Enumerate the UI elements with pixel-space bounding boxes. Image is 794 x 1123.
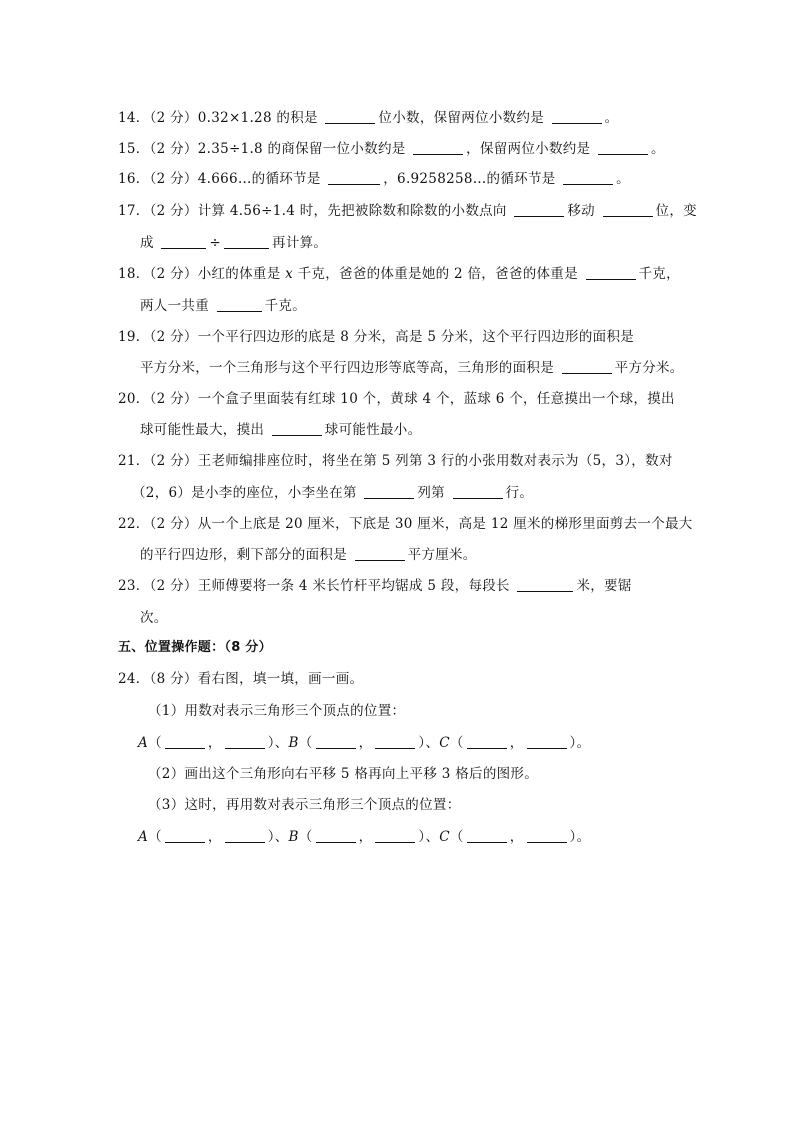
question-14 (118, 106, 618, 126)
paren-close: ）、 (267, 829, 289, 845)
c-x-blank-2[interactable] (467, 828, 507, 843)
q23-text-2: 米，要锯 (576, 578, 632, 594)
q20-text: 20．（2 分）一个盒子里面装有红球 10 个，黄球 4 个，蓝球 6 个，任意摸出一个球，摸出 (118, 391, 675, 407)
q21-text: 21．（2 分）王老师编排座位时，将坐在第 5 列第 3 行的小张用数对表示为（5，3），数对 (118, 453, 673, 469)
comma: ， (509, 829, 524, 845)
paren-close: ）、 (418, 829, 440, 845)
question-23 (118, 574, 632, 594)
q16-text-3: 。 (616, 171, 630, 187)
q17-text-4: 成 (140, 235, 154, 251)
a-y-blank[interactable] (225, 734, 265, 749)
question-18-cont (140, 294, 306, 314)
question-20-cont (140, 418, 421, 438)
question-22-cont (140, 543, 477, 563)
paren-close-end: ）。 (569, 829, 591, 845)
q15-text: 15．（2 分）2.35÷1.8 的商保留一位小数约是 (118, 141, 406, 157)
q21-text-2: （2，6）是小李的座位，小李坐在第 (132, 485, 357, 501)
q24-part-2: （2）画出这个三角形向右平移 5 格再向上平移 3 格后的图形。 (148, 766, 539, 782)
question-22 (118, 512, 693, 532)
q20-blank-1[interactable] (272, 421, 322, 436)
q17-text-2: 移动 (567, 203, 595, 219)
paren-open: （ (298, 829, 313, 845)
q15-text-3: 。 (650, 141, 665, 157)
q14-blank-1[interactable] (325, 109, 375, 124)
b-y-blank[interactable] (375, 734, 415, 749)
q17-blank-1[interactable] (514, 202, 564, 217)
q17-text: 17．（2 分）计算 4.56÷1.4 时，先把被除数和除数的小数点向 (118, 203, 507, 219)
q17-text-3: 位，变 (655, 203, 697, 219)
q17-blank-2[interactable] (603, 202, 653, 217)
paren-open: （ (148, 829, 162, 845)
q18-variable-x: x (285, 266, 294, 282)
q15-text-2: ，保留两位小数约是 (466, 141, 591, 157)
q19-text: 19．（2 分）一个平行四边形的底是 8 分米，高是 5 分米，这个平行四边形的面积是 (118, 329, 635, 345)
question-17 (118, 199, 697, 219)
paren-close: ）、 (267, 735, 289, 751)
paren-open: （ (449, 829, 464, 845)
q16-text-2: ，6.9258258…的循环节是 (383, 171, 556, 187)
vertex-b-label: B (288, 829, 299, 845)
b-y-blank-2[interactable] (375, 828, 415, 843)
q16-blank-2[interactable] (563, 170, 613, 185)
section-heading: 五、位置操作题：（8 分） (118, 640, 272, 655)
c-x-blank[interactable] (467, 734, 507, 749)
a-x-blank-2[interactable] (165, 828, 205, 843)
question-20 (118, 387, 675, 407)
question-23-cont (140, 606, 168, 626)
comma: ， (509, 735, 524, 751)
q19-text-3: 平方分米。 (614, 360, 684, 376)
paren-open: （ (148, 735, 162, 751)
q17-divide-sign: ÷ (209, 235, 222, 251)
question-18 (118, 262, 680, 282)
q19-blank-1[interactable] (562, 359, 612, 374)
question-19 (118, 325, 634, 345)
comma: ， (358, 829, 373, 845)
q24-part-3: （3）这时，再用数对表示三角形三个顶点的位置： (148, 797, 461, 813)
q23-text: 23．（2 分）王师傅要将一条 4 米长竹杆平均锯成 5 段，每段长 (118, 578, 510, 594)
q22-blank-1[interactable] (355, 546, 405, 561)
q17-blank-4[interactable] (224, 234, 269, 249)
vertex-a-label: A (138, 829, 149, 845)
q24-pairs-row-1 (138, 731, 590, 751)
q23-blank-1[interactable] (517, 577, 573, 592)
q14-text: 14．（2 分）0.32×1.28 的积是 (118, 110, 318, 126)
q18-blank-2[interactable] (217, 297, 262, 312)
vertex-c-label: C (439, 829, 450, 845)
q18-text-3: 千克， (638, 266, 680, 282)
q19-text-2: 平方分米，一个三角形与这个平行四边形等底等高，三角形的面积是 (140, 360, 554, 376)
comma: ， (358, 735, 373, 751)
vertex-c-label: C (439, 735, 450, 751)
a-y-blank-2[interactable] (225, 828, 265, 843)
q18-blank-1[interactable] (586, 265, 636, 280)
q18-text-5: 千克。 (264, 298, 306, 314)
q14-text-2: 位小数，保留两位小数约是 (378, 110, 545, 126)
q22-text-3: 平方厘米。 (407, 547, 477, 563)
q15-blank-2[interactable] (598, 140, 648, 155)
q18-text-2: 千克，爸爸的体重是她的 2 倍，爸爸的体重是 (297, 266, 578, 282)
q21-text-4: 行。 (505, 485, 534, 501)
q21-text-3: 列第 (417, 485, 445, 501)
question-17-cont (140, 231, 327, 251)
c-y-blank[interactable] (527, 734, 567, 749)
question-15 (118, 137, 665, 157)
q16-blank-1[interactable] (328, 170, 380, 185)
question-19-cont (140, 356, 684, 376)
q24-pairs-row-2 (138, 825, 590, 845)
question-21-cont (132, 481, 533, 501)
b-x-blank-2[interactable] (316, 828, 356, 843)
q14-blank-2[interactable] (552, 109, 602, 124)
paren-close: ）、 (418, 735, 440, 751)
q20-text-2: 球可能性最大，摸出 (140, 422, 265, 438)
vertex-a-label: A (138, 735, 149, 751)
q21-blank-2[interactable] (453, 484, 503, 499)
a-x-blank[interactable] (165, 734, 205, 749)
vertex-b-label: B (288, 735, 299, 751)
paren-close-end: ）。 (569, 735, 591, 751)
paren-open: （ (449, 735, 464, 751)
q17-blank-3[interactable] (161, 234, 206, 249)
question-16 (118, 167, 630, 187)
question-21 (118, 449, 673, 469)
c-y-blank-2[interactable] (527, 828, 567, 843)
q22-text-2: 的平行四边形，剩下部分的面积是 (140, 547, 347, 563)
paren-open: （ (298, 735, 313, 751)
b-x-blank[interactable] (316, 734, 356, 749)
q17-text-5: 再计算。 (272, 235, 328, 251)
q15-blank-1[interactable] (413, 140, 463, 155)
comma: ， (207, 735, 222, 751)
question-24: 24．（8 分）看右图，填一填，画一画。 (118, 671, 364, 687)
q23-text-3: 次。 (140, 610, 168, 626)
q16-text: 16．（2 分）4.666…的循环节是 (118, 171, 321, 187)
q22-text: 22．（2 分）从一个上底是 20 厘米，下底是 30 厘米，高是 12 厘米的梯形里面剪去一个最大 (118, 516, 693, 532)
q24-part-1: （1）用数对表示三角形三个顶点的位置： (148, 703, 406, 719)
q18-text: 18．（2 分）小红的体重是 (118, 266, 281, 282)
q21-blank-1[interactable] (364, 484, 414, 499)
q14-text-3: 。 (604, 110, 619, 126)
q18-text-4: 两人一共重 (140, 298, 209, 314)
q20-text-3: 球可能性最小。 (324, 422, 422, 438)
comma: ， (207, 829, 222, 845)
